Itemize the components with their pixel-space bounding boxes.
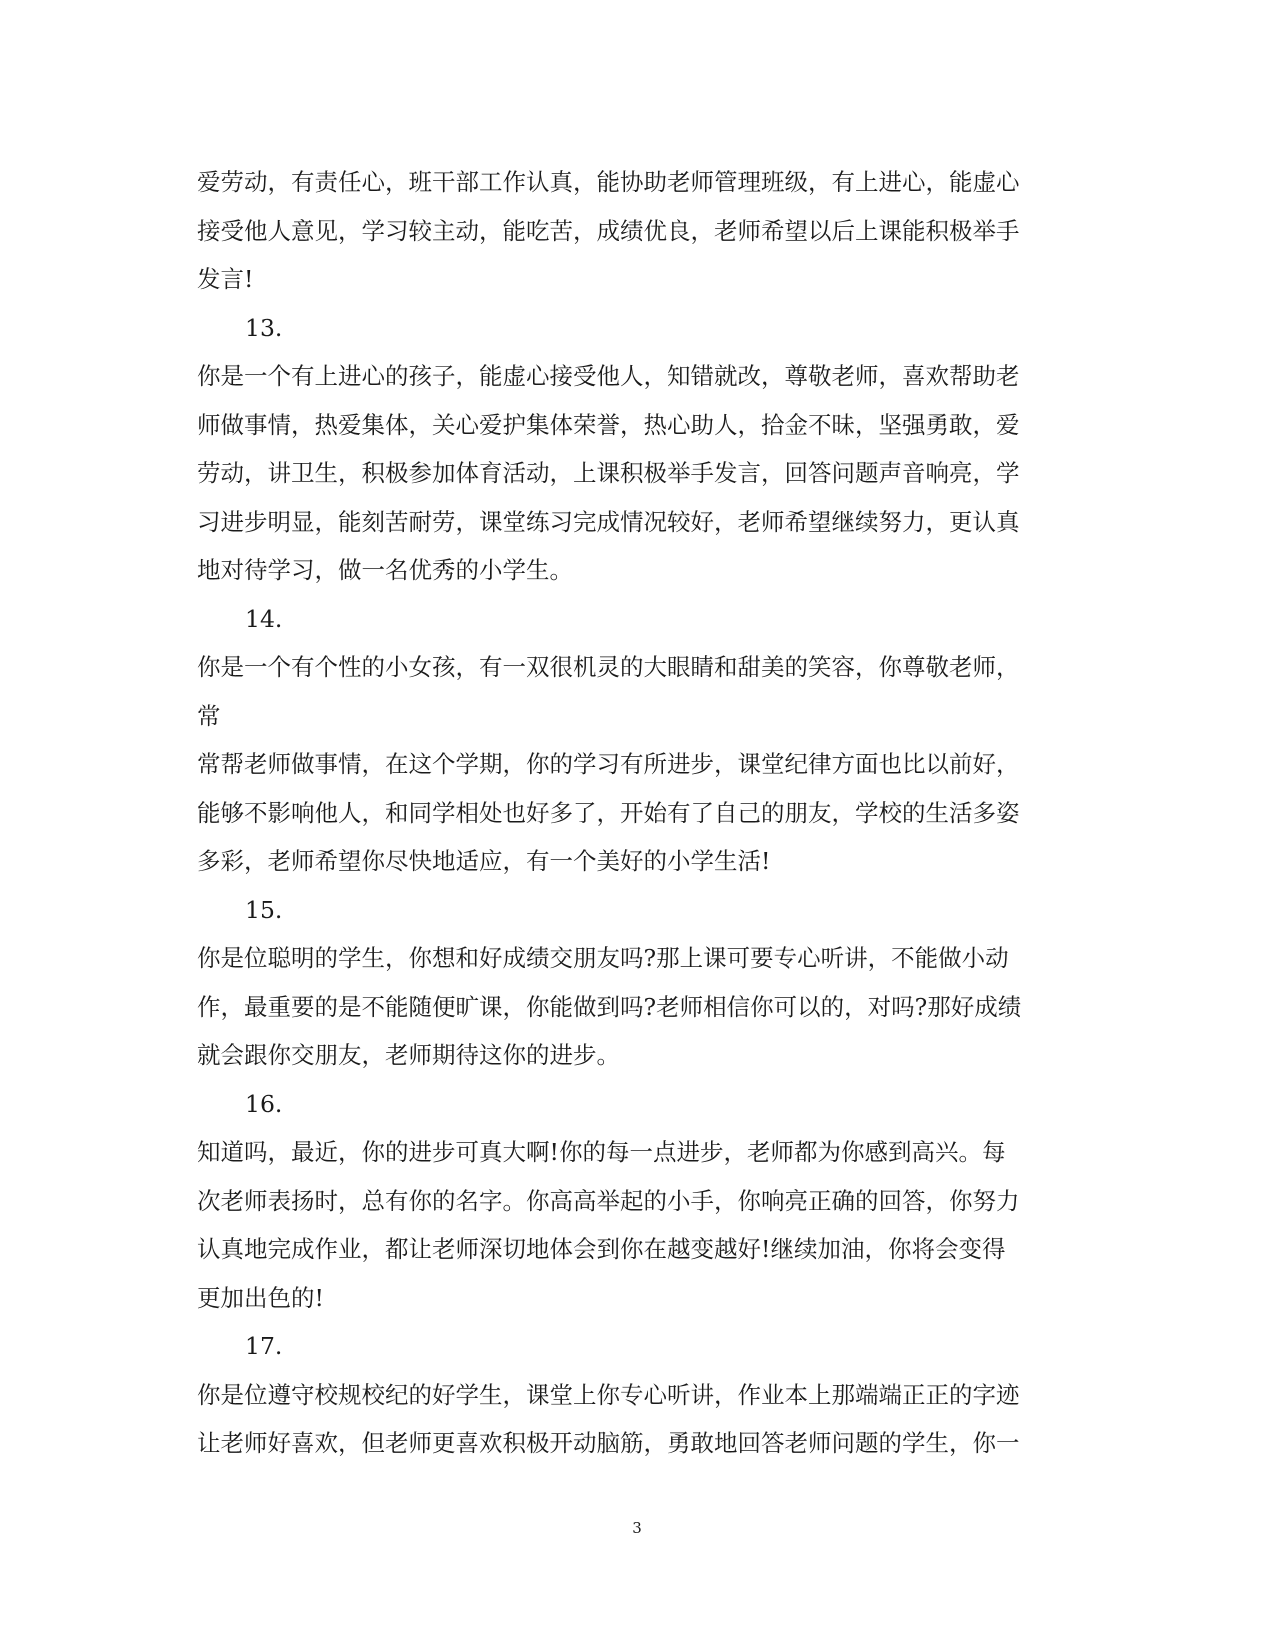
item-number: 13. [245, 313, 283, 342]
item-number: 16. [245, 1089, 283, 1118]
text-line: 地对待学习，做一名优秀的小学生。 [197, 556, 573, 584]
text-line: 让老师好喜欢，但老师更喜欢积极开动脑筋，勇敢地回答老师问题的学生，你一 [197, 1429, 1020, 1457]
text-line: 你是一个有上进心的孩子，能虚心接受他人，知错就改，尊敬老师，喜欢帮助老 [197, 362, 1020, 390]
text-line: 接受他人意见，学习较主动，能吃苦，成绩优良，老师希望以后上课能积极举手 [197, 216, 1020, 245]
item-number: 17. [245, 1332, 283, 1360]
text-line: 习进步明显，能刻苦耐劳，课堂练习完成情况较好，老师希望继续努力，更认真 [197, 507, 1020, 536]
text-line: 认真地完成作业，都让老师深切地体会到你在越变越好!继续加油，你将会变得 [197, 1235, 1006, 1263]
text-line: 爱劳动，有责任心，班干部工作认真，能协助老师管理班级，有上进心，能虚心 [197, 168, 1020, 196]
text-line: 能够不影响他人，和同学相处也好多了，开始有了自己的朋友，学校的生活多姿 [197, 798, 1020, 827]
text-line: 常 [197, 701, 221, 730]
text-line: 作，最重要的是不能随便旷课，你能做到吗?老师相信你可以的，对吗?那好成绩 [197, 992, 1022, 1021]
text-line: 你是位遵守校规校纪的好学生，课堂上你专心听讲，作业本上那端端正正的字迹 [197, 1380, 1020, 1409]
text-line: 次老师表扬时，总有你的名字。你高高举起的小手，你响亮正确的回答，你努力 [197, 1186, 1020, 1215]
text-line: 发言! [197, 265, 254, 293]
text-line: 多彩，老师希望你尽快地适应，有一个美好的小学生活! [197, 847, 771, 875]
item-number: 15. [245, 895, 283, 924]
text-line: 劳动，讲卫生，积极参加体育活动，上课积极举手发言，回答问题声音响亮，学 [197, 459, 1020, 487]
text-line: 你是位聪明的学生，你想和好成绩交朋友吗?那上课可要专心听讲，不能做小动 [197, 944, 1009, 972]
page-number: 3 [632, 1519, 642, 1537]
text-line: 就会跟你交朋友，老师期待这你的进步。 [197, 1041, 620, 1069]
item-number: 14. [245, 604, 283, 633]
text-line: 知道吗，最近，你的进步可真大啊!你的每一点进步，老师都为你感到高兴。每 [197, 1138, 1006, 1166]
text-line: 你是一个有个性的小女孩，有一双很机灵的大眼睛和甜美的笑容，你尊敬老师， [197, 653, 1020, 681]
text-line: 常帮老师做事情，在这个学期，你的学习有所进步，课堂纪律方面也比以前好， [197, 750, 1020, 778]
text-line: 师做事情，热爱集体，关心爱护集体荣誉，热心助人，拾金不昧，坚强勇敢，爱 [197, 410, 1020, 439]
body-text [197, 158, 1077, 1468]
text-line: 更加出色的! [197, 1283, 324, 1312]
